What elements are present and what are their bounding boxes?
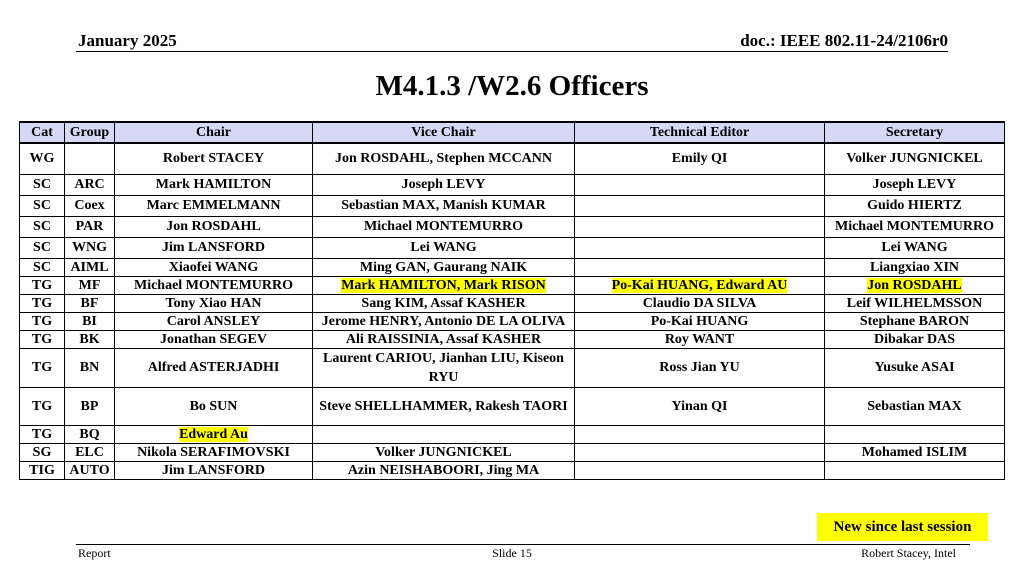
cell-cat: SC (20, 237, 65, 258)
new-since-last-session-legend: New since last session (817, 513, 988, 541)
cell-group: Coex (65, 195, 115, 216)
cell-chair: Bo SUN (115, 387, 313, 425)
new-highlight: Edward Au (179, 426, 248, 442)
cell-technical-editor (575, 443, 825, 461)
cell-cat: SG (20, 443, 65, 461)
cell-vice-chair: Laurent CARIOU, Jianhan LIU, Kiseon RYU (313, 348, 575, 387)
cell-vice-chair: Ali RAISSINIA, Assaf KASHER (313, 330, 575, 348)
cell-cat: TG (20, 330, 65, 348)
cell-chair: Marc EMMELMANN (115, 195, 313, 216)
header-doc-id: doc.: IEEE 802.11-24/2106r0 (740, 31, 948, 50)
footer-author: Robert Stacey, Intel (861, 546, 956, 560)
cell-cat: TG (20, 425, 65, 443)
col-header-group: Group (65, 122, 115, 143)
cell-technical-editor (575, 195, 825, 216)
cell-secretary: Lei WANG (825, 237, 1005, 258)
cell-group: AUTO (65, 461, 115, 479)
cell-technical-editor: Yinan QI (575, 387, 825, 425)
cell-group: BK (65, 330, 115, 348)
cell-secretary: Joseph LEVY (825, 174, 1005, 195)
cell-technical-editor: Claudio DA SILVA (575, 294, 825, 312)
table-row (20, 443, 1005, 461)
cell-technical-editor: Ross Jian YU (575, 348, 825, 387)
cell-secretary: Volker JUNGNICKEL (825, 143, 1005, 174)
cell-secretary: Stephane BARON (825, 312, 1005, 330)
cell-technical-editor: Roy WANT (575, 330, 825, 348)
cell-cat: TG (20, 294, 65, 312)
cell-vice-chair (313, 425, 575, 443)
cell-chair: Jon ROSDAHL (115, 216, 313, 237)
table-row (20, 216, 1005, 237)
footer-slide-number: Slide 15 (492, 546, 532, 560)
officers-table (19, 121, 1005, 480)
cell-secretary: Guido HIERTZ (825, 195, 1005, 216)
cell-secretary: Sebastian MAX (825, 387, 1005, 425)
cell-group: MF (65, 276, 115, 294)
footer-report: Report (78, 546, 111, 560)
cell-technical-editor: Po-Kai HUANG (575, 312, 825, 330)
cell-technical-editor (575, 461, 825, 479)
cell-cat: SC (20, 216, 65, 237)
cell-cat: TG (20, 387, 65, 425)
cell-cat: TG (20, 348, 65, 387)
cell-chair: Mark HAMILTON (115, 174, 313, 195)
cell-vice-chair: Volker JUNGNICKEL (313, 443, 575, 461)
cell-group: BQ (65, 425, 115, 443)
cell-technical-editor (575, 174, 825, 195)
table-row (20, 330, 1005, 348)
cell-vice-chair: Sang KIM, Assaf KASHER (313, 294, 575, 312)
footer-rule (76, 544, 970, 545)
cell-cat: SC (20, 195, 65, 216)
cell-chair: Michael MONTEMURRO (115, 276, 313, 294)
cell-group: BP (65, 387, 115, 425)
new-highlight: Mark HAMILTON, Mark RISON (341, 277, 546, 293)
cell-secretary: Liangxiao XIN (825, 258, 1005, 276)
header-rule (76, 51, 948, 52)
cell-vice-chair: Joseph LEVY (313, 174, 575, 195)
col-header-secretary: Secretary (825, 122, 1005, 143)
cell-group: AIML (65, 258, 115, 276)
cell-technical-editor (575, 425, 825, 443)
cell-vice-chair: Azin NEISHABOORI, Jing MA (313, 461, 575, 479)
cell-technical-editor (575, 237, 825, 258)
cell-vice-chair: Lei WANG (313, 237, 575, 258)
cell-chair: Robert STACEY (115, 143, 313, 174)
cell-vice-chair: Jerome HENRY, Antonio DE LA OLIVA (313, 312, 575, 330)
cell-secretary: Yusuke ASAI (825, 348, 1005, 387)
cell-cat: TG (20, 312, 65, 330)
table-row (20, 258, 1005, 276)
table-header-row (20, 122, 1005, 143)
cell-group: ARC (65, 174, 115, 195)
cell-group: ELC (65, 443, 115, 461)
cell-technical-editor: Emily QI (575, 143, 825, 174)
cell-group: WNG (65, 237, 115, 258)
cell-secretary (825, 461, 1005, 479)
cell-chair: Tony Xiao HAN (115, 294, 313, 312)
col-header-cat: Cat (20, 122, 65, 143)
table-row (20, 276, 1005, 294)
cell-chair: Jim LANSFORD (115, 461, 313, 479)
cell-vice-chair: Michael MONTEMURRO (313, 216, 575, 237)
cell-chair: Alfred ASTERJADHI (115, 348, 313, 387)
cell-chair: Nikola SERAFIMOVSKI (115, 443, 313, 461)
table-row (20, 425, 1005, 443)
table-row (20, 312, 1005, 330)
table-row (20, 237, 1005, 258)
cell-secretary (825, 425, 1005, 443)
cell-group: BI (65, 312, 115, 330)
slide-title: M4.1.3 /W2.6 Officers (375, 70, 649, 102)
cell-secretary: Michael MONTEMURRO (825, 216, 1005, 237)
cell-secretary: Mohamed ISLIM (825, 443, 1005, 461)
header-date: January 2025 (78, 31, 177, 50)
cell-chair: Carol ANSLEY (115, 312, 313, 330)
cell-technical-editor (575, 276, 825, 294)
cell-cat: TG (20, 276, 65, 294)
cell-secretary: Leif WILHELMSSON (825, 294, 1005, 312)
table-row (20, 195, 1005, 216)
cell-vice-chair (313, 276, 575, 294)
col-header-technical-editor: Technical Editor (575, 122, 825, 143)
cell-group (65, 143, 115, 174)
new-highlight: Po-Kai HUANG, Edward AU (611, 277, 788, 293)
cell-chair (115, 425, 313, 443)
cell-group: BF (65, 294, 115, 312)
cell-cat: WG (20, 143, 65, 174)
col-header-chair: Chair (115, 122, 313, 143)
cell-vice-chair: Sebastian MAX, Manish KUMAR (313, 195, 575, 216)
cell-cat: TIG (20, 461, 65, 479)
table-row (20, 348, 1005, 387)
cell-technical-editor (575, 258, 825, 276)
cell-technical-editor (575, 216, 825, 237)
table-row (20, 387, 1005, 425)
col-header-vice-chair: Vice Chair (313, 122, 575, 143)
cell-secretary: Dibakar DAS (825, 330, 1005, 348)
cell-chair: Jim LANSFORD (115, 237, 313, 258)
table-row (20, 174, 1005, 195)
cell-vice-chair: Jon ROSDAHL, Stephen MCCANN (313, 143, 575, 174)
table-row (20, 143, 1005, 174)
cell-cat: SC (20, 174, 65, 195)
cell-chair: Jonathan SEGEV (115, 330, 313, 348)
cell-group: PAR (65, 216, 115, 237)
table-row (20, 294, 1005, 312)
cell-group: BN (65, 348, 115, 387)
table-row (20, 461, 1005, 479)
cell-chair: Xiaofei WANG (115, 258, 313, 276)
cell-secretary (825, 276, 1005, 294)
cell-cat: SC (20, 258, 65, 276)
cell-vice-chair: Ming GAN, Gaurang NAIK (313, 258, 575, 276)
cell-vice-chair: Steve SHELLHAMMER, Rakesh TAORI (313, 387, 575, 425)
new-highlight: Jon ROSDAHL (867, 277, 962, 293)
